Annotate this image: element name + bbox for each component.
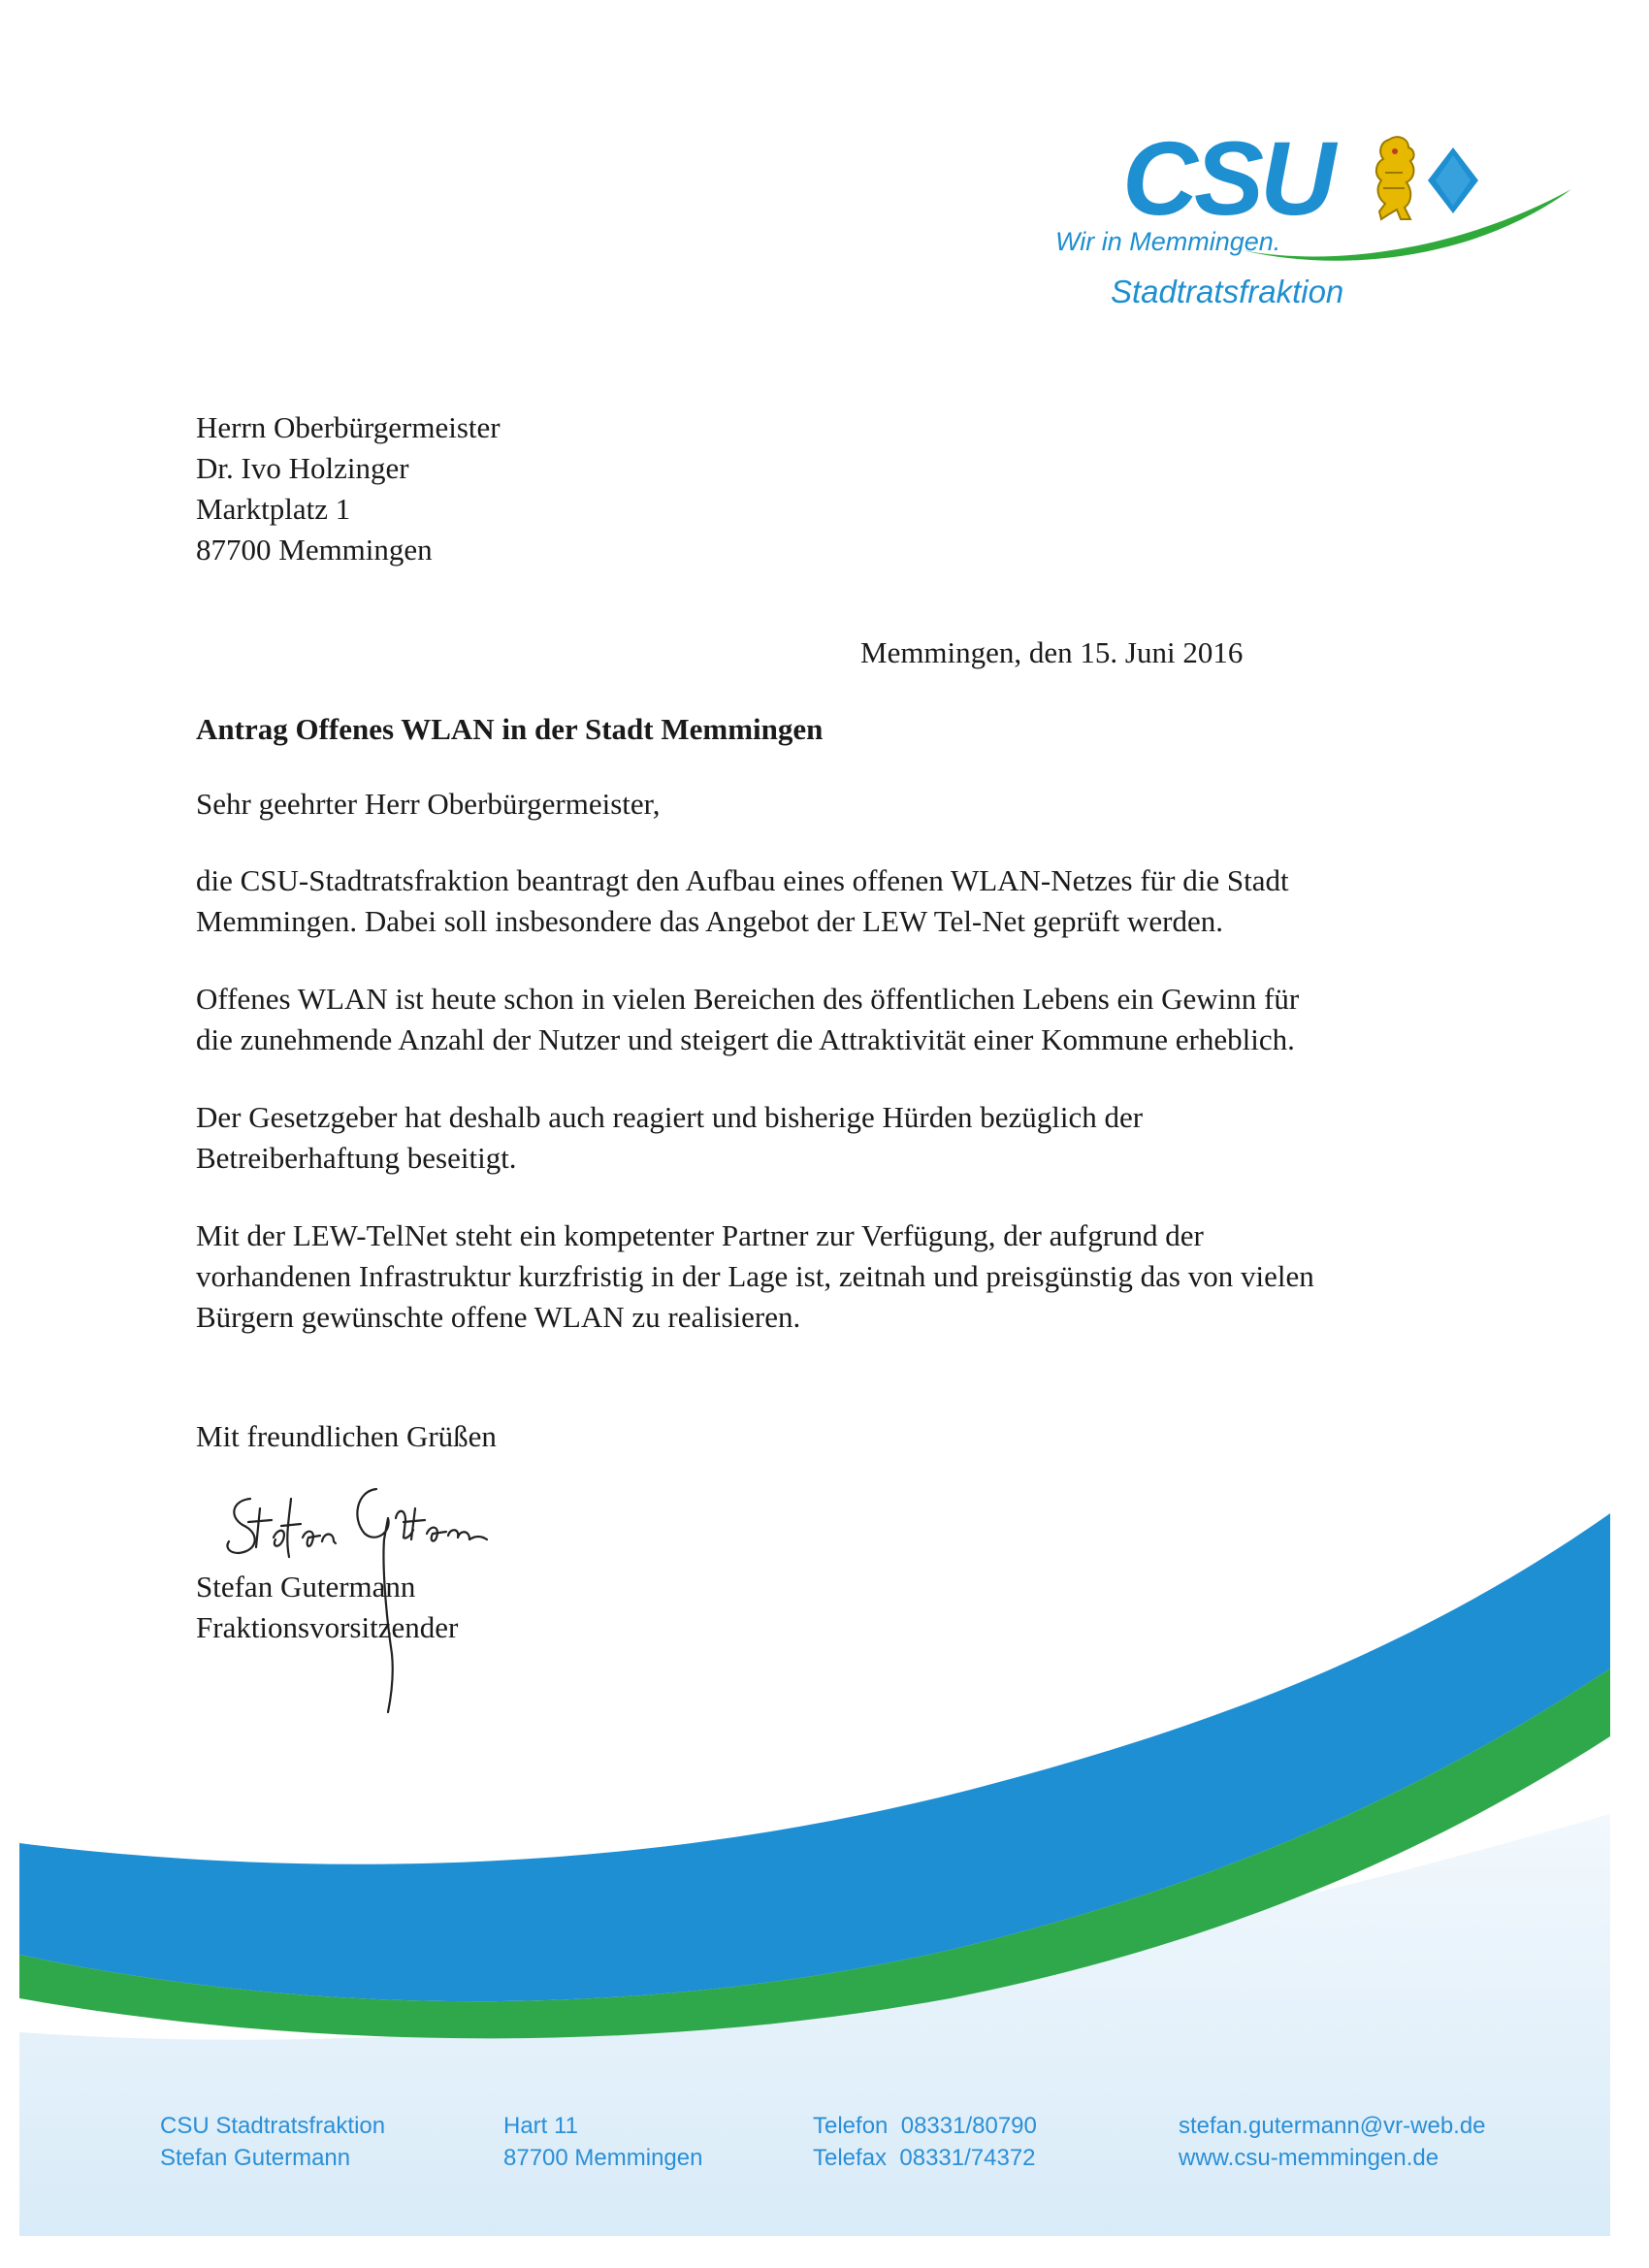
- body-line: vorhandenen Infrastruktur kurzfristig in der Lage ist, zeitnah und preisgünstig das von vielen: [196, 1259, 1314, 1293]
- footer-address: [503, 2110, 702, 2174]
- body-paragraph: [196, 1097, 1408, 1179]
- closing-line: Mit freundlichen Grüßen: [196, 1419, 497, 1453]
- lion-icon: [1368, 134, 1424, 223]
- signatory-name: Stefan Gutermann: [196, 1570, 416, 1604]
- footer-contact: [1179, 2110, 1486, 2174]
- letter-body: [196, 860, 1408, 1375]
- body-paragraph: [196, 860, 1408, 942]
- body-line: Mit der LEW-TelNet steht ein kompetenter Partner zur Verfügung, der aufgrund der: [196, 1218, 1204, 1252]
- body-paragraph: [196, 979, 1408, 1060]
- subject-line: Antrag Offenes WLAN in der Stadt Memmingen: [196, 712, 824, 746]
- footer-org-line: Stefan Gutermann: [160, 2145, 351, 2171]
- body-line: Betreiberhaftung beseitigt.: [196, 1141, 517, 1175]
- body-line: Memmingen. Dabei soll insbesondere das Angebot der LEW Tel-Net geprüft werden.: [196, 904, 1224, 938]
- footer-website-link[interactable]: www.csu-memmingen.de: [1179, 2145, 1439, 2171]
- signatory-role: Fraktionsvorsitzender: [196, 1610, 459, 1644]
- logo-tagline: Wir in Memmingen.: [1055, 227, 1281, 256]
- body-line: die zunehmende Anzahl der Nutzer und steigert die Attraktivität einer Kommune erheblich.: [196, 1022, 1295, 1056]
- body-line: Der Gesetzgeber hat deshalb auch reagiert und bisherige Hürden bezüglich der: [196, 1100, 1144, 1134]
- footer-org-line: CSU Stadtratsfraktion: [160, 2113, 386, 2139]
- body-paragraph: [196, 1215, 1408, 1338]
- footer-organisation: [160, 2110, 385, 2174]
- logo-subtitle: Stadtratsfraktion: [1111, 274, 1344, 309]
- body-line: Offenes WLAN ist heute schon in vielen Bereichen des öffentlichen Lebens ein Gewinn für: [196, 982, 1300, 1016]
- footer-fax-line: Telefax 08331/74372: [813, 2145, 1036, 2171]
- recipient-line: Herrn Oberbürgermeister: [196, 410, 501, 444]
- salutation: Sehr geehrter Herr Oberbürgermeister,: [196, 787, 661, 821]
- footer-phone-line: Telefon 08331/80790: [813, 2113, 1037, 2139]
- body-line: die CSU-Stadtratsfraktion beantragt den Aufbau eines offenen WLAN-Netzes für die Stadt: [196, 863, 1289, 897]
- recipient-line: Marktplatz 1: [196, 492, 351, 526]
- date-line: Memmingen, den 15. Juni 2016: [860, 635, 1244, 669]
- recipient-address: [196, 407, 501, 570]
- body-line: Bürgern gewünschte offene WLAN zu realisieren.: [196, 1300, 801, 1334]
- recipient-line: 87700 Memmingen: [196, 533, 433, 567]
- csu-logo: [1052, 119, 1499, 320]
- recipient-line: Dr. Ivo Holzinger: [196, 451, 409, 485]
- footer-address-line: 87700 Memmingen: [503, 2145, 703, 2171]
- logo-wordmark: CSU: [1122, 119, 1333, 237]
- footer-phone: [813, 2110, 1037, 2174]
- diamond-icon: [1426, 146, 1480, 215]
- footer-email-link[interactable]: stefan.gutermann@vr-web.de: [1179, 2113, 1486, 2139]
- footer-address-line: Hart 11: [503, 2113, 578, 2139]
